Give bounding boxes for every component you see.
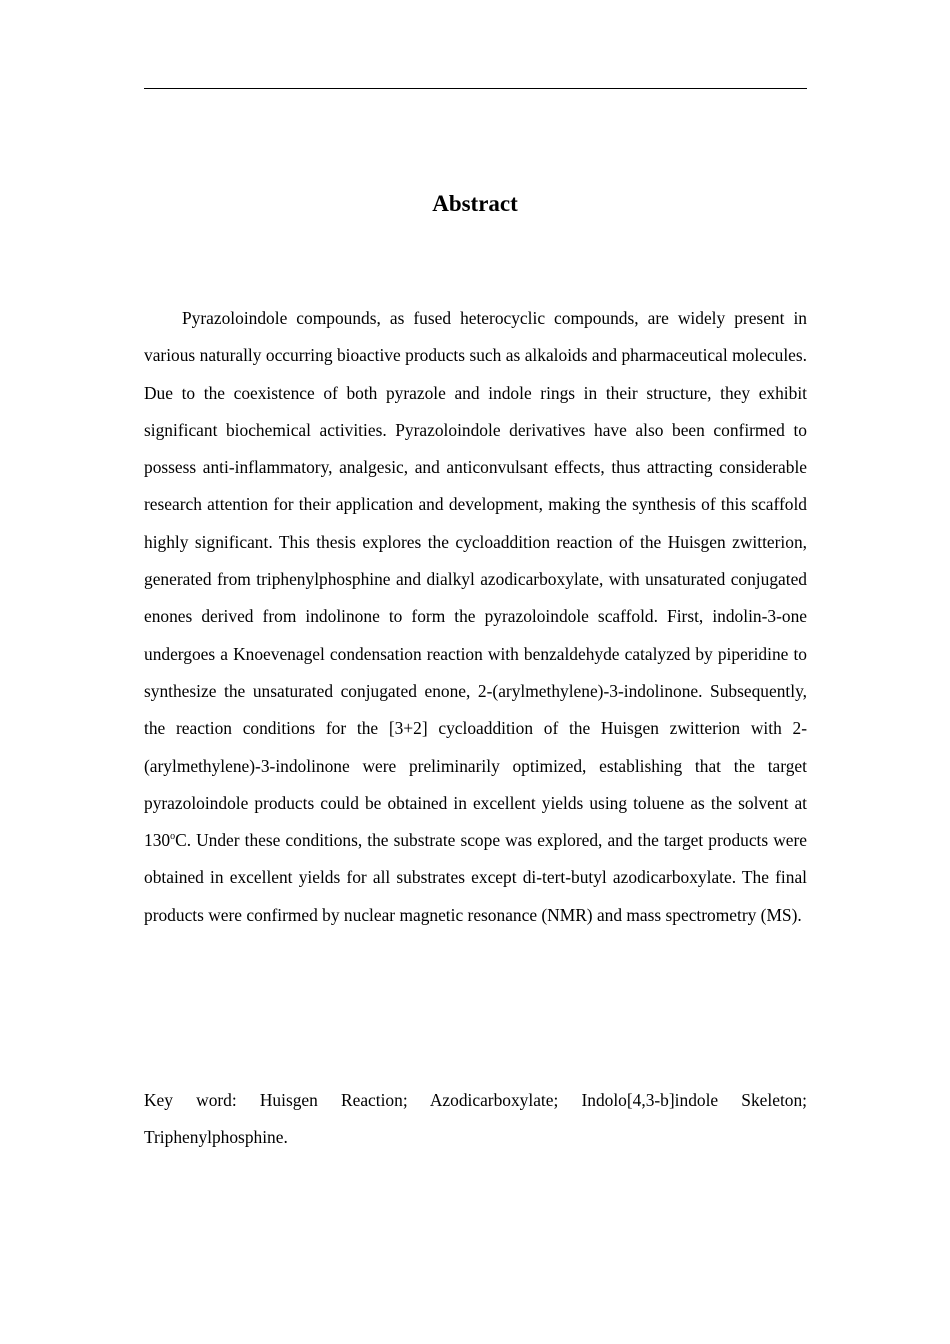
abstract-text-part2: C. Under these conditions, the substrate scope was explored, and the target products were obtained in excellent yields for all substrates except di-tert-butyl azodicarboxylate. The final products were confirmed by nuclear magnetic resonance (NMR) and mass spectrometry (MS). [144, 830, 807, 925]
abstract-text-part1: Pyrazoloindole compounds, as fused heterocyclic compounds, are widely present in various naturally occurring bioactive products such as alkaloids and pharmaceutical molecules. Due to the coexistence of both pyrazole and indole rings in their structure, they exhibit significant biochemical activities. Pyrazoloindole derivatives have also been confirmed to possess anti-inflammatory, analgesic, and anticonvulsant effects, thus attracting considerable research attention for their application and development, making the synthesis of this scaffold highly significant. This thesis explores the cycloaddition reaction of the Huisgen zwitterion, generated from triphenylphosphine and dialkyl azodicarboxylate, with unsaturated conjugated enones derived from indolinone to form the pyrazoloindole scaffold. First, indolin-3-one undergoes a Knoevenagel condensation reaction with benzaldehyde catalyzed by piperidine to synthesize the unsaturated conjugated enone, 2-(arylmethylene)-3-indolinone. Subsequently, the reaction conditions for the [3+2] cycloaddition of the Huisgen zwitterion with 2-(arylmethylene)-3-indolinone were preliminarily optimized, establishing that the target pyrazoloindole products could be obtained in excellent yields using toluene as the solvent at 130 [144, 308, 807, 851]
keywords-paragraph: Key word: Huisgen Reaction; Azodicarboxylate; Indolo[4,3-b]indole Skeleton; Triphenylphosphine. [144, 1090, 807, 1148]
page-title: Abstract [432, 191, 518, 216]
degree-superscript: o [170, 831, 176, 843]
abstract-paragraph [144, 300, 807, 934]
header-rule [144, 88, 807, 89]
